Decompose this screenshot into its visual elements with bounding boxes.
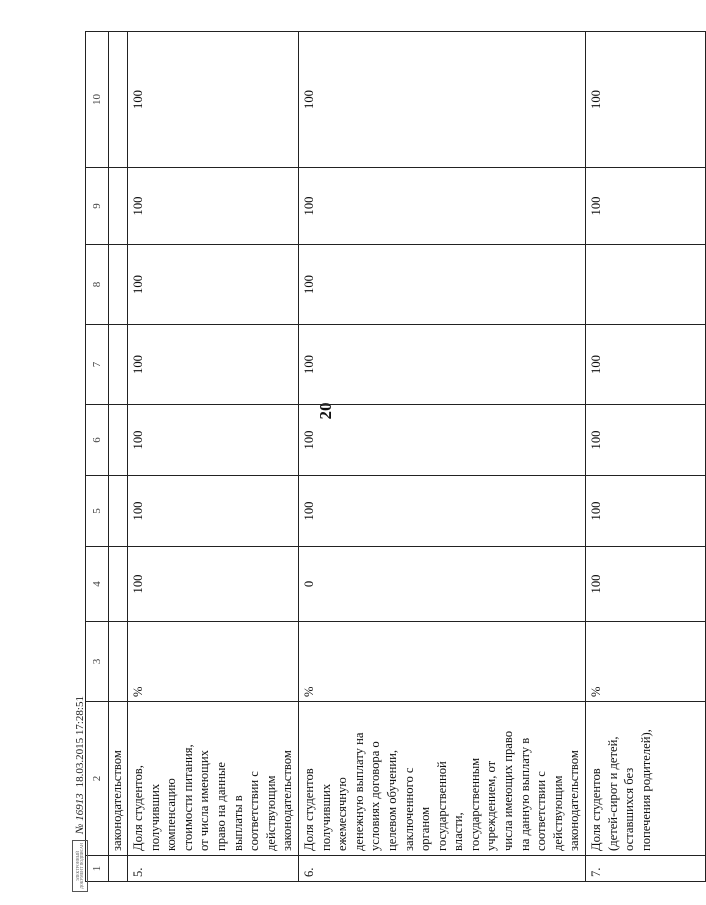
document-footer (70, 582, 90, 892)
col-header-1: 1 (86, 856, 109, 882)
col-header-3: 3 (86, 622, 109, 702)
rotated-table-container (85, 32, 653, 882)
continuation-text: законодательством (109, 702, 128, 856)
value-cell: 100 (298, 405, 585, 476)
value-cell: 100 (128, 476, 299, 547)
value-cell: 100 (128, 245, 299, 325)
unit-cell: % (586, 622, 706, 702)
value-cell: 100 (128, 325, 299, 405)
value-cell: 100 (128, 547, 299, 622)
value-cell: 100 (298, 325, 585, 405)
col-header-10: 10 (86, 32, 109, 168)
unit-cell: % (128, 622, 299, 702)
document-id: № 16913 (74, 793, 86, 834)
page-number: 20 (316, 402, 335, 420)
document-timestamp: 18.03.2015 17:28:51 (74, 696, 86, 788)
table-row (128, 32, 299, 882)
row-number: 5. (128, 856, 299, 882)
indicators-table (85, 31, 706, 882)
value-cell: 100 (128, 168, 299, 245)
col-header-6: 6 (86, 405, 109, 476)
value-cell: 100 (298, 245, 585, 325)
table-row (298, 32, 585, 882)
indicator-name: Доля студентов, получивших компенсацию стоимости питания, от числа имеющих право на данные выплаты в соответствии с действующим законодательством (128, 702, 299, 856)
value-cell: 100 (298, 32, 585, 168)
value-cell: 0 (298, 547, 585, 622)
value-cell: 100 (586, 32, 706, 168)
value-cell: 100 (586, 405, 706, 476)
value-cell (586, 245, 706, 325)
col-header-4: 4 (86, 547, 109, 622)
row-number: 7. (586, 856, 706, 882)
value-cell: 100 (586, 476, 706, 547)
table-row (586, 32, 706, 882)
value-cell: 100 (128, 405, 299, 476)
col-header-9: 9 (86, 168, 109, 245)
unit-cell: % (298, 622, 585, 702)
value-cell: 100 (586, 325, 706, 405)
col-header-2: 2 (86, 702, 109, 856)
row-number: 6. (298, 856, 585, 882)
indicator-name: Доля студентов получивших ежемесячную денежную выплату на условиях договора о целевом обучении, заключенного с органом государственной власти, государственным учреждением, от числа имеющих право на данную выплату в соответствии с действующим законодательством (298, 702, 585, 856)
col-header-8: 8 (86, 245, 109, 325)
indicator-name: Доля студентов (детей-сирот и детей, оставшихся без попечения родителей), (586, 702, 706, 856)
value-cell: 100 (128, 32, 299, 168)
electronic-signature-stamp: ЭЛЕКТРОННЫЙ ДОКУМЕНТ ПОДПИСАН (72, 840, 88, 892)
continuation-row (109, 32, 128, 882)
col-header-7: 7 (86, 325, 109, 405)
value-cell: 100 (586, 168, 706, 245)
value-cell: 100 (298, 476, 585, 547)
value-cell: 100 (586, 547, 706, 622)
value-cell: 100 (298, 168, 585, 245)
col-header-5: 5 (86, 476, 109, 547)
